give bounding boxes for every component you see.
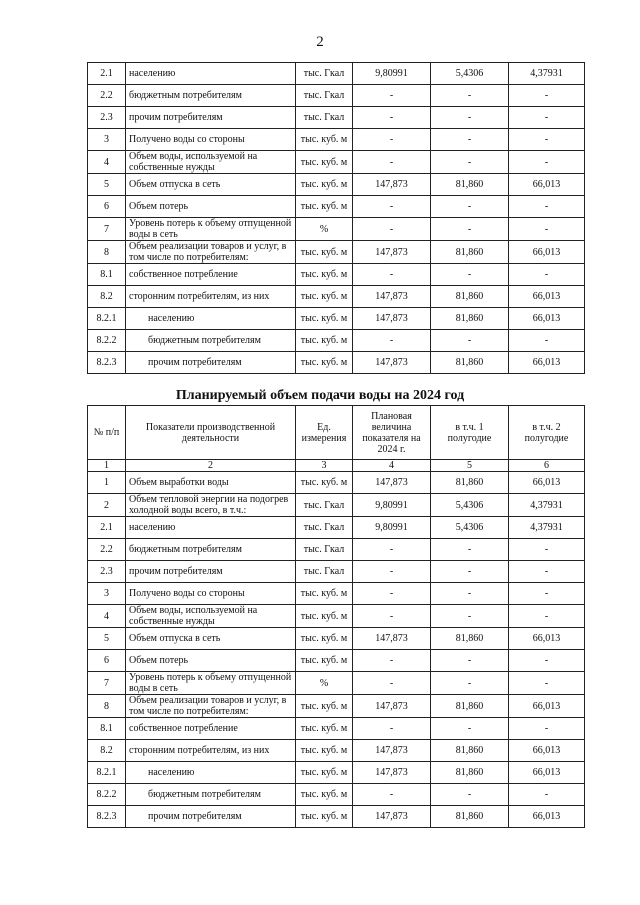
column-number: 4 — [353, 460, 431, 472]
table-header-row — [88, 406, 585, 460]
row-indicator: Объем реализации товаров и услуг, в том числе по потребителям: — [126, 695, 296, 718]
row-value-first-half: - — [431, 129, 509, 151]
row-indicator: сторонним потребителям, из них — [126, 740, 296, 762]
row-value-first-half: - — [431, 561, 509, 583]
table-row — [88, 718, 585, 740]
row-number: 2.3 — [88, 107, 126, 129]
column-number: 3 — [296, 460, 353, 472]
row-value-second-half: 4,37931 — [509, 494, 585, 517]
row-value-second-half: - — [509, 151, 585, 174]
row-value-second-half: - — [509, 539, 585, 561]
row-value-first-half: - — [431, 784, 509, 806]
row-value-total: - — [353, 583, 431, 605]
row-value-second-half: - — [509, 107, 585, 129]
row-indicator: Объем выработки воды — [126, 472, 296, 494]
row-unit: тыс. куб. м — [296, 695, 353, 718]
row-number: 7 — [88, 672, 126, 695]
row-value-first-half: - — [431, 264, 509, 286]
table-continued — [87, 62, 585, 374]
row-value-total: 9,80991 — [353, 494, 431, 517]
row-number: 8.2.2 — [88, 784, 126, 806]
table-row — [88, 241, 585, 264]
row-number: 2.2 — [88, 85, 126, 107]
row-value-second-half: - — [509, 672, 585, 695]
row-value-total: 147,873 — [353, 472, 431, 494]
row-value-first-half: 81,860 — [431, 695, 509, 718]
row-number: 7 — [88, 218, 126, 241]
row-indicator: прочим потребителям — [126, 561, 296, 583]
row-value-second-half: 4,37931 — [509, 517, 585, 539]
row-unit: тыс. куб. м — [296, 784, 353, 806]
row-indicator: бюджетным потребителям — [126, 784, 296, 806]
row-number: 2.1 — [88, 517, 126, 539]
table-row — [88, 672, 585, 695]
row-number: 3 — [88, 129, 126, 151]
row-value-first-half: - — [431, 196, 509, 218]
row-value-total: 9,80991 — [353, 517, 431, 539]
row-number: 8.2.2 — [88, 330, 126, 352]
row-unit: тыс. куб. м — [296, 762, 353, 784]
planned-water-supply-table — [87, 405, 585, 828]
row-value-total: - — [353, 264, 431, 286]
row-number: 8.2.3 — [88, 352, 126, 374]
table-row — [88, 308, 585, 330]
row-unit: тыс. Гкал — [296, 517, 353, 539]
row-value-total: - — [353, 718, 431, 740]
column-number: 6 — [509, 460, 585, 472]
row-number: 8 — [88, 695, 126, 718]
row-value-first-half: - — [431, 539, 509, 561]
row-value-total: 147,873 — [353, 286, 431, 308]
row-value-total: 147,873 — [353, 806, 431, 828]
row-value-first-half: 81,860 — [431, 762, 509, 784]
row-value-first-half: 5,4306 — [431, 494, 509, 517]
row-indicator: Уровень потерь к объему отпущенной воды в сеть — [126, 672, 296, 695]
row-unit: тыс. Гкал — [296, 539, 353, 561]
row-value-total: 147,873 — [353, 241, 431, 264]
row-unit: % — [296, 218, 353, 241]
row-unit: тыс. куб. м — [296, 352, 353, 374]
row-number: 4 — [88, 151, 126, 174]
row-value-second-half: 66,013 — [509, 174, 585, 196]
row-value-second-half: - — [509, 561, 585, 583]
row-indicator: сторонним потребителям, из них — [126, 286, 296, 308]
table-row — [88, 695, 585, 718]
row-value-total: - — [353, 85, 431, 107]
row-number: 8 — [88, 241, 126, 264]
row-indicator: прочим потребителям — [126, 107, 296, 129]
row-unit: тыс. куб. м — [296, 330, 353, 352]
row-unit: тыс. Гкал — [296, 63, 353, 85]
row-value-second-half: - — [509, 264, 585, 286]
row-unit: тыс. куб. м — [296, 650, 353, 672]
table-row — [88, 740, 585, 762]
table-row — [88, 85, 585, 107]
row-number: 8.2.1 — [88, 308, 126, 330]
row-value-second-half: 66,013 — [509, 628, 585, 650]
row-value-first-half: - — [431, 218, 509, 241]
row-value-second-half: 66,013 — [509, 762, 585, 784]
row-indicator: Получено воды со стороны — [126, 583, 296, 605]
row-value-total: 147,873 — [353, 762, 431, 784]
row-value-second-half: 66,013 — [509, 352, 585, 374]
table-title: Планируемый объем подачи воды на 2024 год — [175, 388, 465, 403]
row-value-second-half: 66,013 — [509, 472, 585, 494]
row-unit: тыс. Гкал — [296, 561, 353, 583]
row-indicator: Объем отпуска в сеть — [126, 628, 296, 650]
row-value-second-half: - — [509, 196, 585, 218]
row-indicator: населению — [126, 63, 296, 85]
table-row — [88, 472, 585, 494]
row-unit: тыс. куб. м — [296, 806, 353, 828]
row-indicator: собственное потребление — [126, 264, 296, 286]
header-unit: Ед. измерения — [296, 406, 353, 460]
row-value-first-half: - — [431, 151, 509, 174]
row-value-second-half: - — [509, 784, 585, 806]
row-value-total: - — [353, 218, 431, 241]
row-value-first-half: 81,860 — [431, 740, 509, 762]
row-value-second-half: 4,37931 — [509, 63, 585, 85]
row-value-total: 147,873 — [353, 695, 431, 718]
row-value-second-half: 66,013 — [509, 286, 585, 308]
table-row — [88, 650, 585, 672]
row-value-first-half: - — [431, 650, 509, 672]
row-indicator: Объем реализации товаров и услуг, в том числе по потребителям: — [126, 241, 296, 264]
row-value-total: - — [353, 650, 431, 672]
row-value-first-half: - — [431, 718, 509, 740]
row-unit: тыс. куб. м — [296, 264, 353, 286]
row-number: 2 — [88, 494, 126, 517]
page-number: 2 — [316, 34, 324, 50]
row-number: 2.2 — [88, 539, 126, 561]
table-row — [88, 174, 585, 196]
row-value-second-half: - — [509, 218, 585, 241]
row-unit: тыс. Гкал — [296, 107, 353, 129]
row-value-total: 147,873 — [353, 628, 431, 650]
row-value-first-half: 81,860 — [431, 308, 509, 330]
table-row — [88, 196, 585, 218]
row-value-first-half: - — [431, 85, 509, 107]
table-row — [88, 539, 585, 561]
row-value-total: - — [353, 605, 431, 628]
row-number: 3 — [88, 583, 126, 605]
row-unit: % — [296, 672, 353, 695]
row-number: 8.2.1 — [88, 762, 126, 784]
row-number: 2.1 — [88, 63, 126, 85]
row-indicator: бюджетным потребителям — [126, 85, 296, 107]
table-row — [88, 330, 585, 352]
row-value-first-half: 81,860 — [431, 241, 509, 264]
row-indicator: населению — [126, 762, 296, 784]
row-value-first-half: 81,860 — [431, 628, 509, 650]
row-value-second-half: 66,013 — [509, 695, 585, 718]
row-number: 8.2 — [88, 740, 126, 762]
row-number: 8.1 — [88, 264, 126, 286]
table-row — [88, 264, 585, 286]
table-row — [88, 784, 585, 806]
row-value-first-half: 81,860 — [431, 472, 509, 494]
row-value-first-half: 81,860 — [431, 174, 509, 196]
row-value-total: - — [353, 784, 431, 806]
row-value-total: 147,873 — [353, 740, 431, 762]
table-row — [88, 583, 585, 605]
row-indicator: Уровень потерь к объему отпущенной воды в сеть — [126, 218, 296, 241]
row-number: 4 — [88, 605, 126, 628]
table-row — [88, 218, 585, 241]
row-indicator: бюджетным потребителям — [126, 539, 296, 561]
column-number: 1 — [88, 460, 126, 472]
row-value-first-half: - — [431, 605, 509, 628]
row-number: 1 — [88, 472, 126, 494]
row-value-total: - — [353, 561, 431, 583]
row-indicator: Объем потерь — [126, 196, 296, 218]
row-value-second-half: - — [509, 650, 585, 672]
row-indicator: Объем отпуска в сеть — [126, 174, 296, 196]
row-number: 5 — [88, 628, 126, 650]
row-indicator: населению — [126, 517, 296, 539]
row-indicator: населению — [126, 308, 296, 330]
row-number: 5 — [88, 174, 126, 196]
column-number: 5 — [431, 460, 509, 472]
row-number: 8.2.3 — [88, 806, 126, 828]
header-first-half: в т.ч. 1 полугодие — [431, 406, 509, 460]
row-value-second-half: - — [509, 583, 585, 605]
row-unit: тыс. куб. м — [296, 472, 353, 494]
row-number: 6 — [88, 196, 126, 218]
row-value-first-half: 81,860 — [431, 286, 509, 308]
header-indicator: Показатели производственной деятельности — [126, 406, 296, 460]
row-value-total: 147,873 — [353, 308, 431, 330]
row-unit: тыс. куб. м — [296, 605, 353, 628]
row-value-total: - — [353, 129, 431, 151]
table-continued-body — [88, 63, 585, 374]
row-indicator: Объем воды, используемой на собственные нужды — [126, 151, 296, 174]
row-value-second-half: - — [509, 85, 585, 107]
row-unit: тыс. куб. м — [296, 129, 353, 151]
row-value-total: 9,80991 — [353, 63, 431, 85]
row-unit: тыс. Гкал — [296, 85, 353, 107]
row-indicator: Объем потерь — [126, 650, 296, 672]
row-value-first-half: 81,860 — [431, 806, 509, 828]
header-second-half: в т.ч. 2 полугодие — [509, 406, 585, 460]
row-number: 2.3 — [88, 561, 126, 583]
table-row — [88, 561, 585, 583]
row-value-total: - — [353, 151, 431, 174]
row-unit: тыс. куб. м — [296, 740, 353, 762]
row-value-first-half: 5,4306 — [431, 517, 509, 539]
row-value-second-half: 66,013 — [509, 740, 585, 762]
row-indicator: Получено воды со стороны — [126, 129, 296, 151]
table-row — [88, 352, 585, 374]
row-unit: тыс. куб. м — [296, 286, 353, 308]
table-row — [88, 129, 585, 151]
row-value-total: - — [353, 330, 431, 352]
row-number: 6 — [88, 650, 126, 672]
column-number-row — [88, 460, 585, 472]
row-number: 8.1 — [88, 718, 126, 740]
row-indicator: прочим потребителям — [126, 352, 296, 374]
row-value-second-half: - — [509, 718, 585, 740]
planned-table-body — [88, 472, 585, 828]
row-unit: тыс. куб. м — [296, 241, 353, 264]
table-row — [88, 762, 585, 784]
row-value-second-half: 66,013 — [509, 806, 585, 828]
row-value-total: - — [353, 672, 431, 695]
row-value-first-half: 81,860 — [431, 352, 509, 374]
row-value-first-half: - — [431, 583, 509, 605]
table-row — [88, 107, 585, 129]
table-row — [88, 605, 585, 628]
row-unit: тыс. куб. м — [296, 583, 353, 605]
table-row — [88, 806, 585, 828]
row-value-total: 147,873 — [353, 352, 431, 374]
row-value-first-half: - — [431, 107, 509, 129]
row-unit: тыс. куб. м — [296, 151, 353, 174]
table-row — [88, 286, 585, 308]
row-value-total: - — [353, 196, 431, 218]
row-value-second-half: 66,013 — [509, 308, 585, 330]
row-unit: тыс. куб. м — [296, 628, 353, 650]
row-unit: тыс. куб. м — [296, 718, 353, 740]
row-value-second-half: 66,013 — [509, 241, 585, 264]
row-indicator: собственное потребление — [126, 718, 296, 740]
row-number: 8.2 — [88, 286, 126, 308]
row-value-total: - — [353, 539, 431, 561]
table-row — [88, 151, 585, 174]
row-value-second-half: - — [509, 129, 585, 151]
row-indicator: Объем воды, используемой на собственные нужды — [126, 605, 296, 628]
row-value-first-half: 5,4306 — [431, 63, 509, 85]
row-unit: тыс. куб. м — [296, 174, 353, 196]
table-row — [88, 494, 585, 517]
header-planned-value: Плановая величина показателя на 2024 г. — [353, 406, 431, 460]
column-number: 2 — [126, 460, 296, 472]
row-value-first-half: - — [431, 330, 509, 352]
row-unit: тыс. куб. м — [296, 196, 353, 218]
table-row — [88, 517, 585, 539]
row-indicator: прочим потребителям — [126, 806, 296, 828]
row-value-second-half: - — [509, 330, 585, 352]
row-value-second-half: - — [509, 605, 585, 628]
row-value-total: - — [353, 107, 431, 129]
row-indicator: бюджетным потребителям — [126, 330, 296, 352]
table-row — [88, 63, 585, 85]
row-unit: тыс. Гкал — [296, 494, 353, 517]
table-row — [88, 628, 585, 650]
header-number: № п/п — [88, 406, 126, 460]
row-value-first-half: - — [431, 672, 509, 695]
row-unit: тыс. куб. м — [296, 308, 353, 330]
row-indicator: Объем тепловой энергии на подогрев холодной воды всего, в т.ч.: — [126, 494, 296, 517]
row-value-total: 147,873 — [353, 174, 431, 196]
